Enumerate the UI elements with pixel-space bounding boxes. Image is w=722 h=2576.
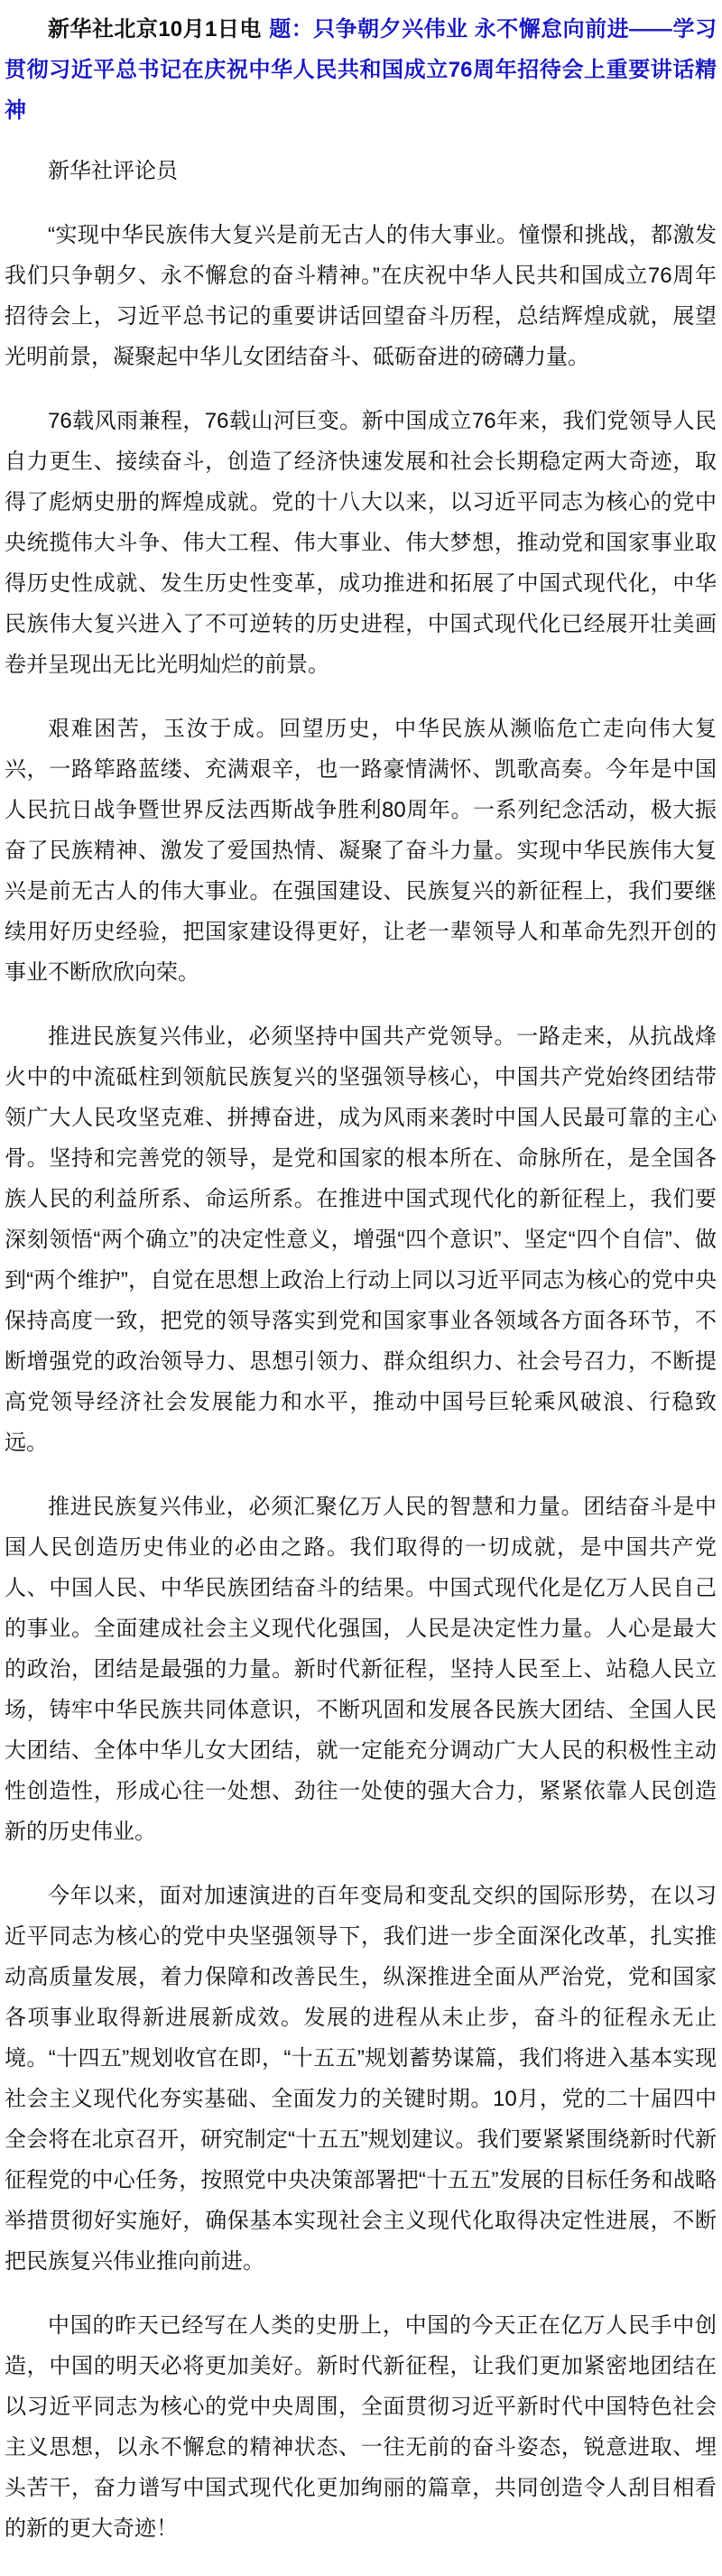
article-body — [5, 215, 717, 2549]
paragraph: 推进民族复兴伟业，必须坚持中国共产党领导。一路走来，从抗战烽火中的中流砥柱到领航民族复兴的坚强领导核心，中国共产党始终团结带领广大人民攻坚克难、拼搏奋进，成为风雨来袭时中国人民最可靠的主心骨。坚持和完善党的领导，是党和国家的根本所在、命脉所在，是全国各族人民的利益所系、命运所系。在推进中国式现代化的新征程上，我们要深刻领悟“两个确立”的决定性意义，增强“四个意识”、坚定“四个自信”、做到“两个维护”，自觉在思想上政治上行动上同以习近平同志为核心的党中央保持高度一致，把党的领导落实到党和国家事业各领域各方面各环节，不断增强党的政治领导力、思想引领力、群众组织力、社会号召力，不断提高党领导经济社会发展能力和水平，推动中国号巨轮乘风破浪、行稳致远。 — [5, 1024, 717, 1455]
paragraph: 艰难困苦，玉汝于成。回望历史，中华民族从濒临危亡走向伟大复兴，一路筚路蓝缕、充满艰辛，也一路豪情满怀、凯歌高奏。今年是中国人民抗日战争暨世界反法西斯战争胜利80周年。一系列纪念活动，极大振奋了民族精神、激发了爱国热情、凝聚了奋斗力量。实现中华民族伟大复兴是前无古人的伟大事业。在强国建设、民族复兴的新征程上，我们要继续用好历史经验，把国家建设得更好，让老一辈领导人和革命先烈开创的事业不断欣欣向荣。 — [5, 717, 717, 985]
byline: 新华社评论员 — [48, 159, 178, 183]
paragraph: 今年以来，面对加速演进的百年变局和变乱交织的国际形势，在以习近平同志为核心的党中央坚强领导下，我们进一步全面深化改革，扎实推动高质量发展，着力保障和改善民生，纵深推进全面从严治党，党和国家各项事业取得新进展新成效。发展的进程从未止步，奋斗的征程永无止境。“十四五”规划收官在即，“十五五”规划蓄势谋篇，我们将进入基本实现社会主义现代化夯实基础、全面发力的关键时期。10月，党的二十届四中全会将在北京召开，研究制定“十五五”规划建议。我们要紧紧围绕新时代新征程党的中心任务，按照党中央决策部署把“十五五”发展的目标任务和战略举措贯彻好实施好，确保基本实现社会主义现代化取得决定性进展，不断把民族复兴伟业推向前进。 — [5, 1884, 717, 2274]
paragraph: 中国的昨天已经写在人类的史册上，中国的今天正在亿万人民手中创造，中国的明天必将更加美好。新时代新征程，让我们更加紧密地团结在以习近平同志为核心的党中央周围，全面贯彻习近平新时代中国特色社会主义思想，以永不懈怠的精神状态、一往无前的奋斗姿态，锐意进取、埋头苦干，奋力谱写中国式现代化更加绚丽的篇章，共同创造令人刮目相看的新的更大奇迹！ — [5, 2313, 717, 2541]
dateline: 新华社北京10月1日电 — [48, 17, 262, 42]
paragraph: “实现中华民族伟大复兴是前无古人的伟大事业。憧憬和挑战，都激发我们只争朝夕、永不懈怠的奋斗精神。”在庆祝中华人民共和国成立76周年招待会上，习近平总书记的重要讲话回望奋斗历程，总结辉煌成就，展望光明前景，凝聚起中华儿女团结奋斗、砥砺奋进的磅礴力量。 — [5, 223, 717, 369]
headline — [5, 9, 717, 131]
article-title: 题：只争朝夕兴伟业 永不懈怠向前进——学习贯彻习近平总书记在庆祝中华人民共和国成立76周年招待会上重要讲话精神 — [5, 17, 717, 123]
paragraph: 推进民族复兴伟业，必须汇聚亿万人民的智慧和力量。团结奋斗是中国人民创造历史伟业的必由之路。我们取得的一切成就，是中国共产党人、中国人民、中华民族团结奋斗的结果。中国式现代化是亿万人民自己的事业。全面建成社会主义现代化强国，人民是决定性力量。人心是最大的政治，团结是最强的力量。新时代新征程，坚持人民至上、站稳人民立场，铸牢中华民族共同体意识，不断巩固和发展各民族大团结、全国人民大团结、全体中华儿女大团结，就一定能充分调动广大人民的积极性主动性创造性，形成心往一处想、劲往一处使的强大合力，紧紧依靠人民创造新的历史伟业。 — [5, 1495, 717, 1844]
paragraph: 76载风雨兼程，76载山河巨变。新中国成立76年来，我们党领导人民自力更生、接续奋斗，创造了经济快速发展和社会长期稳定两大奇迹，取得了彪炳史册的辉煌成就。党的十八大以来，以习近平同志为核心的党中央统揽伟大斗争、伟大工程、伟大事业、伟大梦想，推动党和国家事业取得历史性成就、发生历史性变革，成功推进和拓展了中国式现代化，中华民族伟大复兴进入了不可逆转的历史进程，中国式现代化已经展开壮美画卷并呈现出无比光明灿烂的前景。 — [5, 409, 717, 677]
